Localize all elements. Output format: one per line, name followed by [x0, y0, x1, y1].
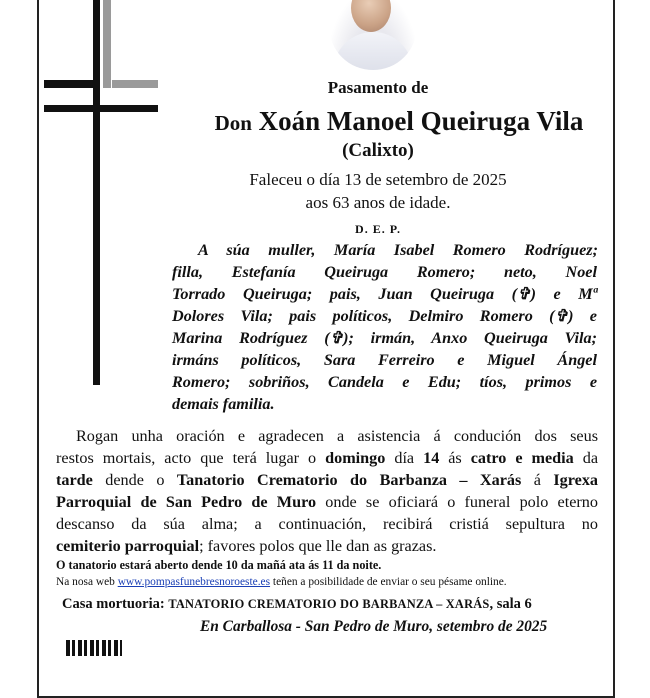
cross-shadow-horizontal: [112, 80, 158, 88]
mortuary-place: TANATORIO CREMATORIO DO BARBANZA – XARÁS: [168, 597, 490, 611]
qr-code: [66, 640, 122, 656]
family-line: Torrado Queiruga; pais, Juan Queiruga (✞) e Mª: [172, 285, 597, 303]
dep: D. E. P.: [355, 222, 401, 236]
web-note: [56, 574, 507, 590]
request-line: Rogan unha oración e agradecen a asistencia á condución dos seus: [76, 427, 598, 445]
signoff: En Carballosa - San Pedro de Muro, setembro de 2025: [200, 618, 548, 635]
mortuary-room: , sala 6: [489, 596, 532, 612]
family-line: A súa muller, María Isabel Romero Rodríguez;: [198, 241, 598, 259]
cross-horizontal: [44, 105, 158, 112]
mortuary-line: [62, 595, 532, 613]
deceased-photo: [329, 0, 417, 70]
nickname: (Calixto): [342, 140, 414, 161]
death-date: Faleceu o día 13 de setembro de 2025: [249, 170, 507, 189]
web-text: Na nosa web: [56, 576, 118, 588]
request-line: descanso da súa alma; a continuación, recibirá cristiá sepultura no: [56, 515, 598, 533]
request-text: día: [385, 449, 424, 467]
request-church: Parroquial de San Pedro de Muro: [56, 493, 317, 511]
request-text: á: [521, 471, 554, 489]
request-text: dende o: [92, 471, 177, 489]
request-origin: Tanatorio Crematorio do Barbanza – Xarás: [176, 471, 522, 489]
request-text: da: [573, 449, 598, 467]
photo-shirt: [333, 32, 413, 70]
family-line: Romero; sobriños, Candela e Edu; tíos, primos e: [172, 373, 597, 391]
request-date: 14: [423, 449, 440, 467]
cross-arm-left: [44, 80, 93, 88]
request-text: restos mortais, acto que terá lugar o: [56, 449, 326, 467]
cross-vertical: [93, 0, 100, 385]
photo-head: [351, 0, 391, 32]
heading: Pasamento de: [327, 78, 429, 97]
family-line: Marina Rodríguez (✞); irmán, Anxo Queiruga Vila;: [172, 329, 597, 347]
family-line: filla, Estefanía Queiruga Romero; neto, Noel: [172, 263, 597, 281]
family-line: demais familia.: [172, 395, 275, 413]
family-line: irmáns políticos, Sara Ferreiro e Miguel Ángel: [172, 351, 597, 369]
request-line: [56, 491, 598, 513]
death-age: aos 63 anos de idade.: [305, 193, 451, 212]
request-text: ; favores polos que lle dan as grazas.: [199, 537, 437, 555]
cross-shadow-vertical: [103, 0, 111, 88]
request-line: [56, 447, 598, 469]
mortuary-label: Casa mortuoria:: [62, 596, 169, 612]
request-line: [56, 535, 436, 557]
deceased-name: [185, 104, 613, 140]
web-text: teñen a posibilidade de enviar o seu pésame online.: [270, 576, 507, 588]
tanatorio-hours: O tanatorio estará aberto dende 10 da mañá ata ás 11 da noite.: [56, 558, 382, 572]
request-text: onde se oficiará o funeral polo eterno: [316, 493, 598, 511]
request-cemetery: cemiterio parroquial: [56, 537, 200, 555]
request-line: [56, 469, 598, 491]
request-day: domingo: [325, 449, 386, 467]
honorific: Don: [214, 111, 252, 135]
request-church: Igrexa: [553, 471, 599, 489]
website-link[interactable]: www.pompasfunebresnoroeste.es: [117, 576, 271, 588]
request-text: ás: [439, 449, 471, 467]
request-time: tarde: [56, 471, 93, 489]
full-name: Xoán Manoel Queiruga Vila: [258, 106, 584, 136]
family-line: Dolores Vila; pais políticos, Delmiro Romero (✞) e: [172, 307, 597, 325]
request-time: catro e media: [470, 449, 574, 467]
